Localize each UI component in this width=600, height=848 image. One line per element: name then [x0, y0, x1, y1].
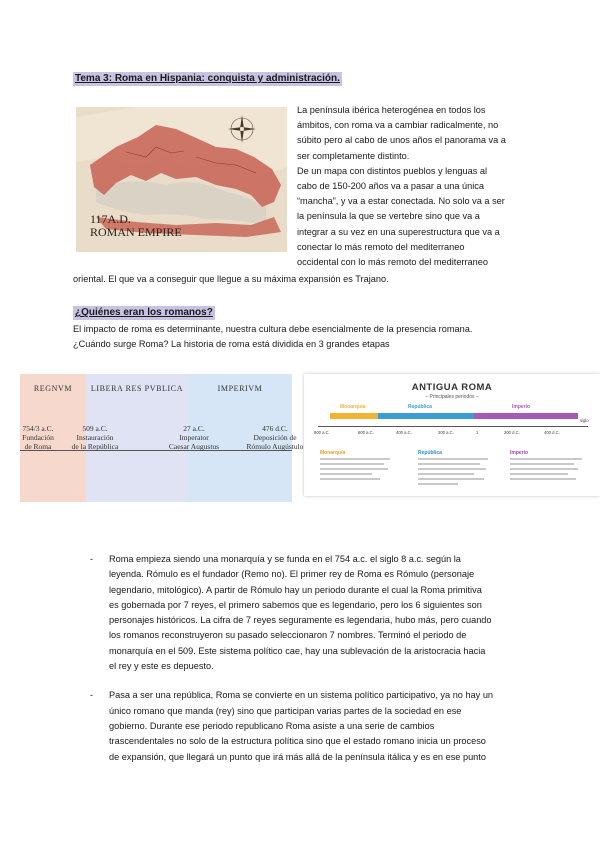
- map-caption-title: ROMAN EMPIRE: [90, 225, 182, 239]
- intro-last-line: oriental. El que va a conseguir que llegue a su máxima expansión es Trajano.: [73, 274, 389, 284]
- tick-label: 1: [476, 430, 479, 435]
- tick-label: 200 d.C.: [504, 430, 520, 435]
- column-title: Imperio: [510, 450, 529, 456]
- tick-label: siglo: [580, 418, 589, 423]
- column-title: Monarquía: [320, 450, 346, 456]
- timeline-event: 509 a.C. Instauración de la República: [71, 424, 119, 451]
- roman-empire-map-image: [76, 107, 287, 252]
- band-label: REGNVM: [33, 384, 73, 393]
- intro-line: De un mapa con distintos pueblos y lenguas al: [297, 165, 487, 176]
- tick-label: 400 a.C.: [396, 430, 412, 435]
- intro-line: cabo de 150-200 años va a pasar a una única: [297, 181, 484, 192]
- intro-line: “mancha”, y va a estar conectada. No solo va a ser: [297, 196, 505, 207]
- intro-line: integrar a su vez en una superestructura que va a: [297, 226, 500, 237]
- section-heading: ¿Quiénes eran los romanos?: [75, 307, 213, 318]
- band-label: LIBERA RES PVBLICA: [90, 384, 184, 393]
- intro-line: ser completamente distinto.: [297, 150, 410, 161]
- intro-line: ámbitos, con roma va a cambiar radicalmente, no: [297, 120, 499, 131]
- infographic-axis: [318, 426, 588, 427]
- bullet-list: [73, 552, 533, 779]
- period-bar-imperio: [474, 413, 578, 419]
- tick-label: 400 d.C.: [544, 430, 560, 435]
- intro-line: occidental con lo más remoto del mediterraneo: [297, 257, 488, 268]
- bullet-dash: -: [90, 554, 94, 564]
- tick-label: 200 a.C.: [438, 430, 454, 435]
- intro-paragraph: [297, 103, 537, 270]
- tick-label: 600 a.C.: [358, 430, 374, 435]
- infographic-detail-text: [304, 456, 600, 490]
- column-title: República: [418, 450, 442, 456]
- period-bar-monarquia: [330, 413, 378, 419]
- section-paragraph: [73, 322, 543, 352]
- map-caption-year: 117A.D.: [90, 212, 131, 226]
- page-title: Tema 3: Roma en Hispania: conquista y administración.: [75, 73, 340, 84]
- intro-line: súbito pero al cabo de unos años el panorama va a: [297, 135, 506, 146]
- bullet-item: - Pasa a ser una república, Roma se convierte en un sistema político participativo, ya no hay un único romano que manda (rey) sino que participan varias partes de la sociedad en ese gobierno. Durante ese periodo republicano Roma asiste a una serie de cambios trascendentales no solo de la estructura política sino que el estado romano inicia un proceso de expansión, que llegará un punto que irá más allá de la península itálica y es en ese punto: [90, 690, 494, 762]
- period-label: República: [408, 404, 432, 410]
- intro-line: conectar lo más remoto del mediterraneo: [297, 241, 465, 252]
- intro-line: La península ibérica heterogénea en todos los: [297, 105, 486, 115]
- timeline-event: 476 d.C. Deposición de Rómulo Augústulo: [246, 424, 304, 451]
- period-label: Imperio: [512, 404, 531, 410]
- band-label: IMPERIVM: [217, 384, 263, 393]
- intro-line: la península la que se vertebre sino que va a: [297, 211, 480, 222]
- section-line: El impacto de roma es determinante, nuestra cultura debe esencialmente de la presencia romana.: [73, 324, 473, 334]
- bullet-item: - Roma empieza siendo una monarquía y se funda en el 754 a.c. el siglo 8 a.c. según la leyenda. Rómulo es el fundador (Remo no). El primer rey de Roma es Rómulo (personaje legendario, mitológico). A partir de Rómulo hay un periodo durante el cual la Roma primitiva es gobernada por 7 reyes, el primero sabemos que es legendario, pero los 6 siguientes son personajes históricos. La cifra de 7 reyes seguramente es legendaria, hubo más, pero cuando los romanos reconstruyeron su pasado seleccionaron 7 nombres. Terminó el periodo de monarquía en el 509. Este sistema político cae, hay una sublevación de la aristocracia hacia el rey y este es depuesto.: [90, 554, 492, 672]
- roman-periods-timeline-image: [20, 374, 304, 502]
- period-bar-republica: [378, 413, 474, 419]
- bullet-dash: -: [90, 690, 94, 701]
- tick-label: 800 a.C.: [314, 430, 330, 435]
- timeline-event: 754/3 a.C. Fundación de Roma: [22, 424, 54, 451]
- infographic-title: ANTIGUA ROMA: [411, 382, 493, 393]
- map-caption: [90, 213, 182, 239]
- timeline-event: 27 a.C. Imperator Caesar Augustus: [168, 424, 220, 451]
- section-line: ¿Cuándo surge Roma? La historia de roma está dividida en 3 grandes etapas: [73, 339, 390, 349]
- period-label: Monarquía: [340, 404, 366, 410]
- antigua-roma-infographic-image: [304, 374, 600, 496]
- infographic-subtitle: – Principales periodos –: [425, 394, 479, 400]
